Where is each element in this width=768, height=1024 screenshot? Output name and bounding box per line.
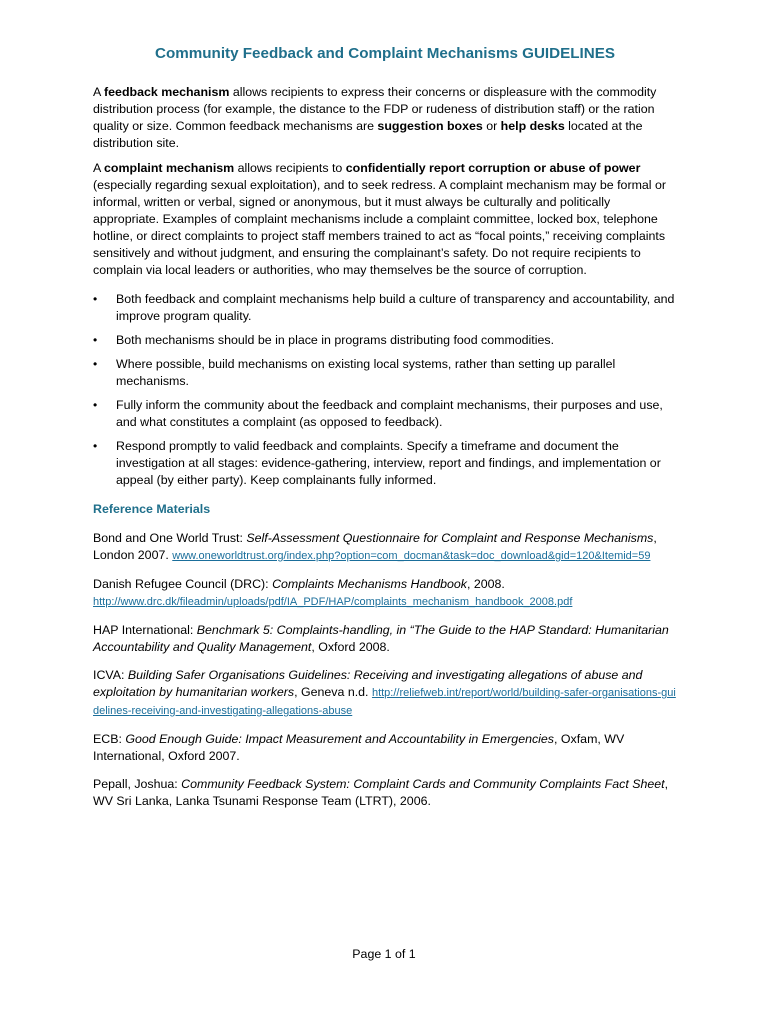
guidelines-bullet-list — [93, 291, 677, 489]
reference-author: Pepall, Joshua: — [93, 777, 182, 791]
reference-author: Bond and One World Trust: — [93, 531, 247, 545]
bold-text-run: suggestion boxes — [377, 119, 483, 133]
reference-title: Self-Assessment Questionnaire for Complaint and Response Mechanisms — [246, 531, 654, 545]
bullet-icon: • — [93, 333, 98, 347]
text-run: located at the distribution site. — [93, 119, 643, 150]
list-item-text: Where possible, build mechanisms on existing local systems, rather than setting up parallel mechanisms. — [116, 357, 616, 388]
bullet-icon: • — [93, 439, 98, 453]
list-item — [93, 438, 677, 489]
reference-link[interactable]: http://www.drc.dk/fileadmin/uploads/pdf/IA_PDF/HAP/complaints_mechanism_handbook_2008.pdf — [93, 596, 573, 608]
reference-entry — [93, 576, 677, 611]
text-run: A — [93, 85, 105, 99]
reference-link[interactable]: www.oneworldtrust.org/index.php?option=com_docman&task=doc_download&gid=120&Itemid=59 — [172, 550, 651, 562]
list-item-text: Respond promptly to valid feedback and complaints. Specify a timeframe and document the investigation at all stages: evidence-gathering, interview, report and findings, and implementation or appeal (by either party). Keep complainants fully informed. — [116, 439, 661, 487]
reference-link[interactable]: http://reliefweb.int/report/world/building-safer-organisations-guidelines-receiving-and-investigating-allegations-abuse — [93, 687, 676, 717]
document-title: Community Feedback and Complaint Mechanisms GUIDELINES — [155, 45, 615, 62]
feedback-mechanism-paragraph — [93, 84, 677, 152]
reference-details: , Oxford 2008. — [311, 640, 390, 654]
bullet-icon: • — [93, 398, 98, 412]
reference-details: , Geneva n.d. — [294, 685, 372, 699]
text-run: allows recipients to — [234, 161, 346, 175]
reference-title: Good Enough Guide: Impact Measurement and Accountability in Emergencies — [125, 732, 555, 746]
list-item-text: Fully inform the community about the feedback and complaint mechanisms, their purposes and use, and what constitutes a complaint (as opposed to feedback). — [116, 398, 663, 429]
reference-entry — [93, 530, 677, 565]
reference-entry — [93, 776, 677, 810]
text-run: allows recipients to express their concerns or displeasure with the commodity distribution process (for example, the distance to the FDP or rudeness of distribution staff) or the ration quality or size. Common feedback mechanisms are — [93, 85, 657, 133]
reference-details: , WV Sri Lanka, Lanka Tsunami Response Team (LTRT), 2006. — [93, 777, 669, 808]
reference-materials-heading: Reference Materials — [93, 502, 211, 516]
bold-text-run: help desks — [500, 119, 565, 133]
list-item-text: Both feedback and complaint mechanisms help build a culture of transparency and accountability, and improve program quality. — [116, 292, 675, 323]
bullet-icon: • — [93, 292, 98, 306]
bold-text-run: complaint mechanism — [104, 161, 235, 175]
page-number-footer: Page 1 of 1 — [352, 947, 416, 961]
list-item — [93, 291, 677, 325]
reference-title: Complaints Mechanisms Handbook — [272, 577, 467, 591]
text-run: A — [93, 161, 105, 175]
document-page — [93, 40, 677, 821]
reference-details: , Oxfam, WV International, Oxford 2007. — [93, 732, 625, 763]
list-item — [93, 397, 677, 431]
reference-title: Benchmark 5: Complaints-handling, in “The Guide to the HAP Standard: Humanitarian Accountability and Quality Management — [93, 623, 669, 654]
text-run: or — [482, 119, 501, 133]
text-run: (especially regarding sexual exploitation), and to seek redress. A complaint mechanism may be formal or informal, written or verbal, signed or anonymous, but it must always be culturally and politically appropriate. Examples of complaint mechanisms include a complaint committee, locked box, telephone hotline, or direct complaints to project staff members trained to act as “focal points,” receiving complaints sensitively and without judgment, and ensuring the complainant’s safety. Do not require recipients to complain via local leaders or authorities, who may themselves be the source of corruption. — [93, 178, 666, 277]
list-item-text: Both mechanisms should be in place in programs distributing food commodities. — [116, 333, 555, 347]
reference-entry — [93, 622, 677, 656]
reference-title: Building Safer Organisations Guidelines: Receiving and investigating allegations of abuse and exploitation by humanitarian workers — [93, 668, 643, 699]
reference-title: Community Feedback System: Complaint Cards and Community Complaints Fact Sheet — [181, 777, 665, 791]
list-item — [93, 356, 677, 390]
reference-details: , 2008. — [466, 577, 505, 591]
list-item — [93, 332, 677, 349]
reference-entry — [93, 731, 677, 765]
reference-details: , London 2007. — [93, 531, 657, 562]
reference-author: Danish Refugee Council (DRC): — [93, 577, 273, 591]
bold-text-run: feedback mechanism — [104, 85, 230, 99]
reference-entry — [93, 667, 677, 720]
reference-author: ICVA: — [93, 668, 128, 682]
complaint-mechanism-paragraph — [93, 160, 677, 279]
bullet-icon: • — [93, 357, 98, 371]
reference-author: ECB: — [93, 732, 126, 746]
reference-author: HAP International: — [93, 623, 197, 637]
bold-text-run: confidentially report corruption or abuse of power — [345, 161, 641, 175]
